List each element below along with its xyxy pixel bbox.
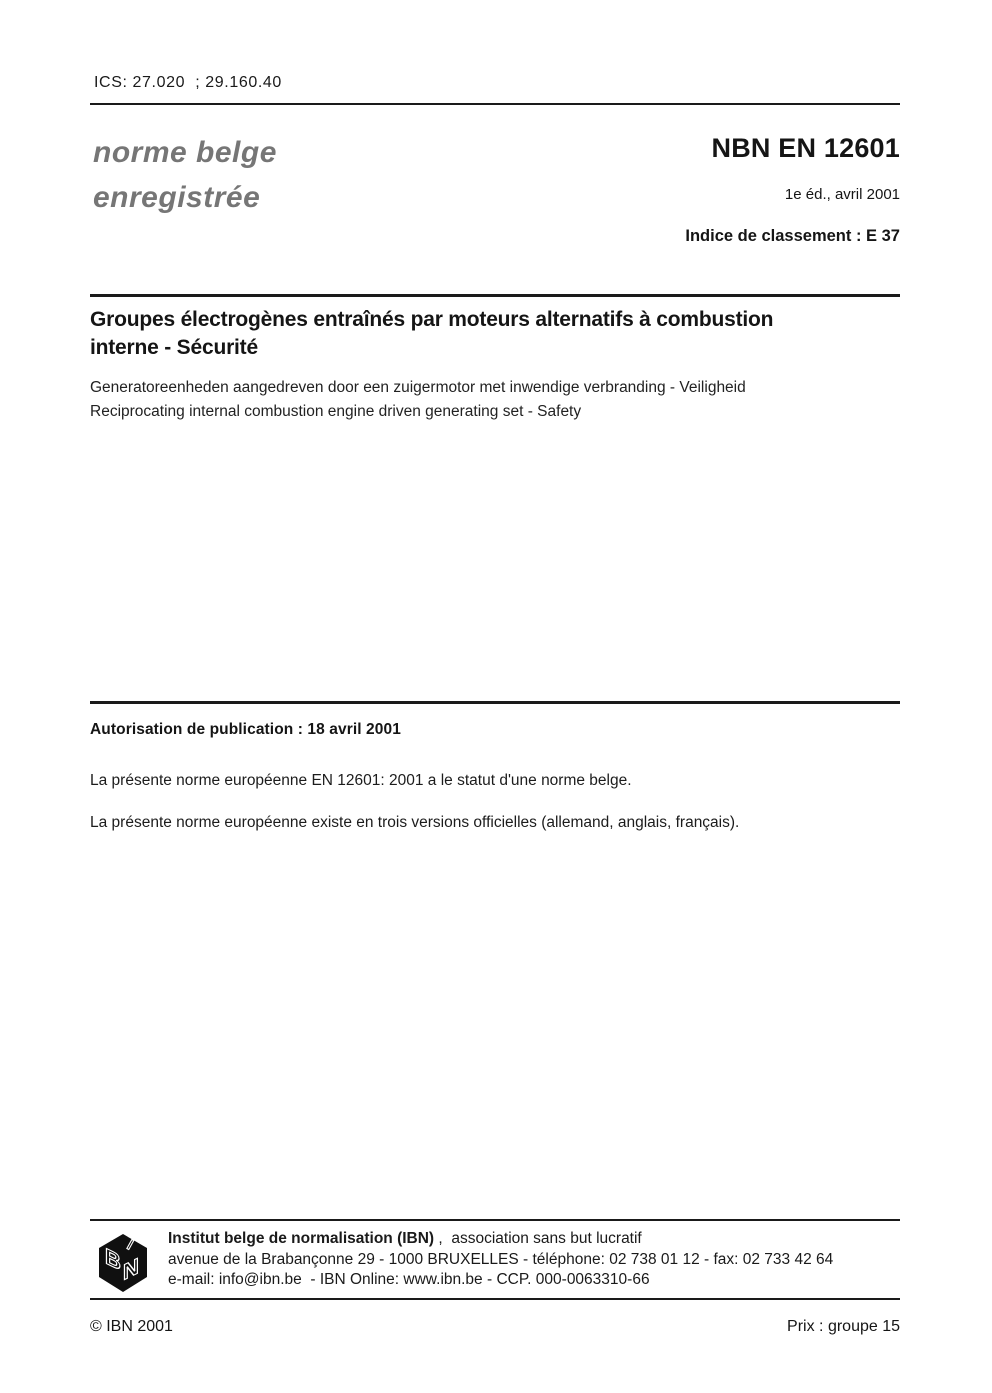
ics-code: ICS: 27.020 ; 29.160.40 [94, 74, 282, 91]
ibn-cube-logo-icon [97, 1233, 149, 1293]
logo-letter-top: I [124, 1236, 136, 1254]
footer-bottom-rule [90, 1298, 900, 1300]
versions-paragraph: La présente norme européenne existe en trois versions officielles (allemand, anglais, français). [90, 814, 740, 831]
logo-letter-left: B [105, 1243, 121, 1276]
title-french-line-1: Groupes électrogènes entraînés par moteurs alternatifs à combustion [90, 308, 774, 331]
institute-contact: e-mail: info@ibn.be - IBN Online: www.ibn.be - CCP. 000-0063310-66 [168, 1271, 650, 1288]
publication-authorization: Autorisation de publication : 18 avril 2001 [90, 721, 401, 738]
title-dutch: Generatoreenheden aangedreven door een zuigermotor met inwendige verbranding - Veiligheid [90, 379, 746, 396]
institute-name-line [168, 1229, 908, 1250]
top-rule [90, 103, 900, 105]
status-paragraph: La présente norme européenne EN 12601: 2001 a le statut d'une norme belge. [90, 772, 632, 789]
footer-top-rule [90, 1219, 900, 1221]
institute-description: , association sans but lucratif [434, 1230, 642, 1247]
title-rule [90, 294, 900, 297]
title-translations [90, 376, 910, 424]
standard-number: NBN EN 12601 [711, 133, 900, 163]
classification-index: Indice de classement : E 37 [685, 227, 900, 245]
institute-address: avenue de la Brabançonne 29 - 1000 BRUXELLES - téléphone: 02 738 01 12 - fax: 02 733 42 64 [168, 1250, 834, 1268]
institute-name: Institut belge de normalisation (IBN) [168, 1230, 435, 1247]
copyright-notice: © IBN 2001 [90, 1318, 173, 1335]
title-french-line-2: interne - Sécurité [90, 336, 258, 359]
title-french [90, 306, 910, 362]
institute-info [168, 1229, 908, 1291]
document-type-line-2: enregistrée [93, 181, 261, 214]
document-type-heading [93, 130, 277, 220]
title-english: Reciprocating internal combustion engine driven generating set - Safety [90, 403, 582, 420]
logo-letter-right: N [123, 1252, 139, 1286]
edition-date: 1e éd., avril 2001 [784, 186, 900, 203]
price-group: Prix : groupe 15 [787, 1318, 900, 1335]
authorization-rule [90, 701, 900, 704]
document-type-line-1: norme belge [93, 136, 277, 169]
